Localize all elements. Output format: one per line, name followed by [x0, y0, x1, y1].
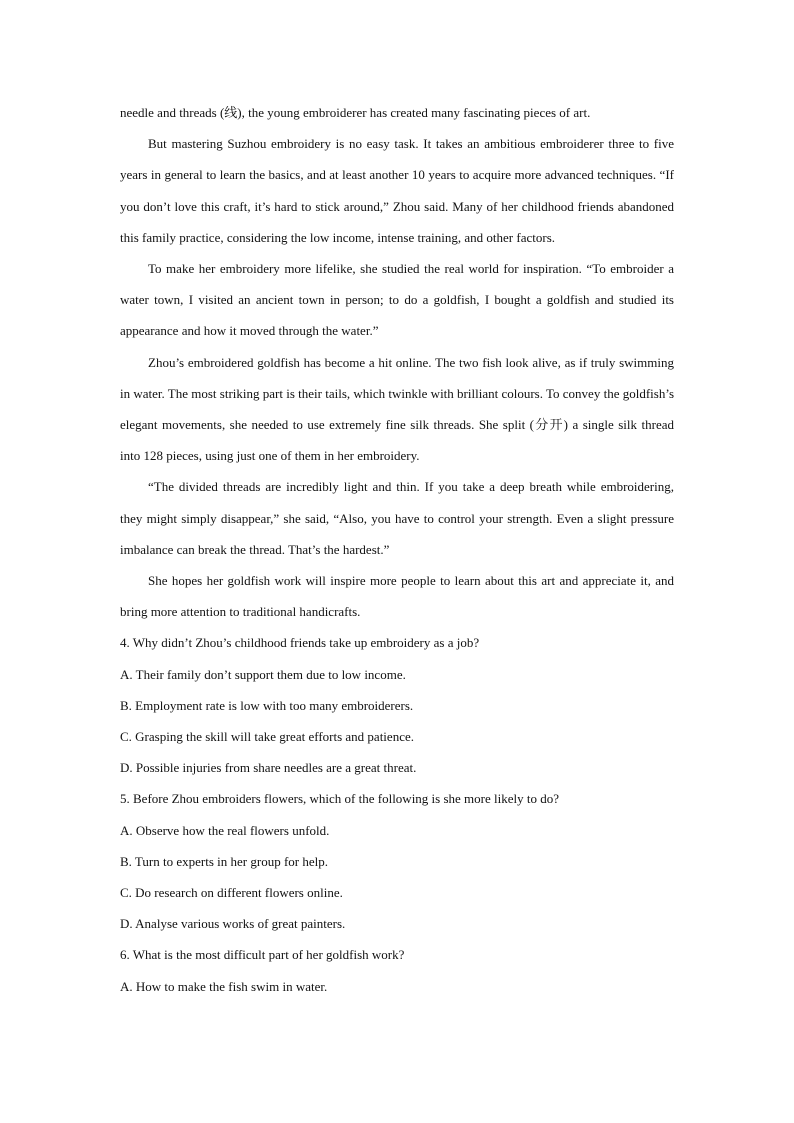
passage-paragraph-3: Zhou’s embroidered goldfish has become a hit online. The two fish look alive, as if truly swimming in water. The most striking part is their tails, which twinkle with brilliant colours. To convey the goldfish’s elegant movements, she needed to use extremely fine silk threads. She split (分开) a single silk thread into 128 pieces, using just one of them in her embroidery.	[120, 354, 674, 464]
passage-paragraph-2: To make her embroidery more lifelike, she studied the real world for inspiration. “To embroider a water town, I visited an ancient town in person; to do a goldfish, I bought a goldfish and studied its appearance and how it moved through the water.”	[120, 261, 674, 339]
option-b: B. Turn to experts in her group for help.	[120, 853, 328, 869]
option-d: D. Analyse various works of great painters.	[120, 916, 346, 932]
question-stem: 4. Why didn’t Zhou’s childhood friends take up embroidery as a job?	[120, 635, 480, 651]
option-a: A. How to make the fish swim in water.	[120, 978, 328, 994]
passage-paragraph-1: But mastering Suzhou embroidery is no easy task. It takes an ambitious embroiderer three to five years in general to learn the basics, and at least another 10 years to acquire more advanced techniques. “If you don’t love this craft, it’s hard to stick around,” Zhou said. Many of her childhood friends abandoned this family practice, considering the low income, intense training, and other factors.	[120, 136, 674, 245]
question-stem: 6. What is the most difficult part of her goldfish work?	[120, 947, 405, 963]
option-b: B. Employment rate is low with too many embroiderers.	[120, 697, 414, 713]
question-6	[120, 939, 674, 1001]
question-stem: 5. Before Zhou embroiders flowers, which of the following is she more likely to do?	[120, 791, 560, 807]
passage-paragraph-0: needle and threads (线), the young embroiderer has created many fascinating pieces of art.	[120, 105, 591, 120]
option-a: A. Their family don’t support them due to low income.	[120, 666, 406, 682]
document-page	[120, 97, 674, 1002]
option-a: A. Observe how the real flowers unfold.	[120, 822, 330, 838]
question-5	[120, 783, 674, 939]
question-4	[120, 627, 674, 783]
option-c: C. Grasping the skill will take great efforts and patience.	[120, 729, 414, 745]
option-d: D. Possible injuries from share needles are a great threat.	[120, 760, 417, 776]
passage-paragraph-5: She hopes her goldfish work will inspire more people to learn about this art and appreciate it, and bring more attention to traditional handicrafts.	[120, 573, 674, 620]
passage-paragraph-4: “The divided threads are incredibly light and thin. If you take a deep breath while embroidering, they might simply disappear,” she said, “Also, you have to control your strength. Even a slight pressure imbalance can break the thread. That’s the hardest.”	[120, 479, 674, 557]
option-c: C. Do research on different flowers online.	[120, 885, 343, 901]
